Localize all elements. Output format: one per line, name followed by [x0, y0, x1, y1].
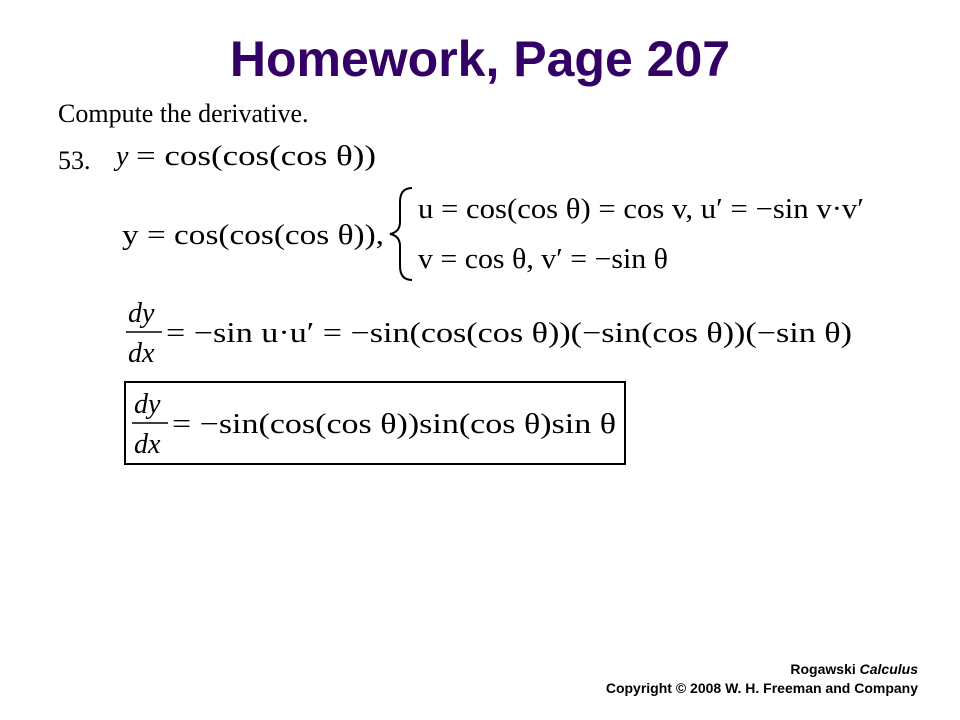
system-brace — [390, 188, 412, 280]
answer-equation — [126, 383, 626, 465]
answer-numerator: dy — [134, 389, 161, 420]
author-name: Rogawski — [790, 661, 856, 677]
problem-equation — [112, 130, 392, 182]
derivative-equation — [122, 296, 862, 376]
answer-denominator: dx — [134, 429, 161, 460]
problem-number: 53. — [58, 146, 91, 175]
answer-rhs: = −sin(cos(cos θ))sin(cos θ)sin θ — [172, 409, 616, 440]
copyright-line: Copyright © 2008 W. H. Freeman and Company — [605, 679, 918, 696]
derivative-rhs: = −sin u·u′ = −sin(cos(cos θ))(−sin(cos θ))(−sin θ) — [166, 318, 852, 349]
substitution-system — [122, 182, 882, 286]
substitution-line-v: v = cos θ, v′ = −sin θ — [418, 244, 668, 275]
instruction-text: Compute the derivative. — [58, 99, 309, 128]
problem-rhs: = cos(cos(cos θ)) — [136, 141, 376, 172]
substitution-lhs: y = cos(cos(cos θ)), — [122, 220, 384, 251]
derivative-numerator: dy — [128, 298, 155, 329]
copyright-footer — [606, 660, 918, 698]
slide-title: Homework, Page 207 — [229, 31, 731, 87]
book-credit — [606, 660, 918, 679]
problem-variable-y: y — [116, 141, 129, 172]
answer-box — [124, 381, 626, 465]
substitution-line-u: u = cos(cos θ) = cos v, u′ = −sin v·v′ — [418, 194, 864, 225]
derivative-denominator: dx — [128, 338, 155, 369]
book-title: Calculus — [859, 661, 918, 677]
